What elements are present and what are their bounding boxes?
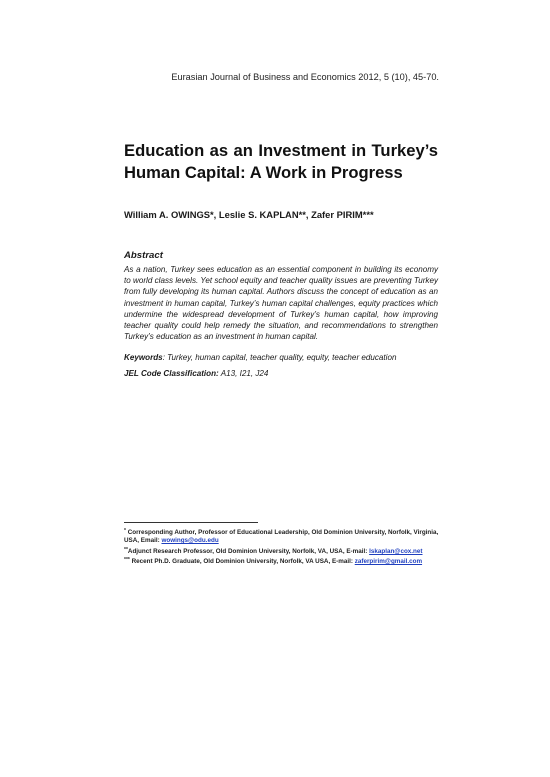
email-link[interactable]: lskaplan@cox.net — [369, 547, 423, 555]
email-link[interactable]: wowings@odu.edu — [161, 537, 219, 545]
keywords-text: : Turkey, human capital, teacher quality, equity, teacher education — [162, 353, 397, 362]
journal-citation: Eurasian Journal of Business and Economics 2012, 5 (10), 45-70. — [171, 72, 439, 82]
title-word: Turkey’s — [371, 141, 438, 160]
abstract-heading: Abstract — [124, 250, 163, 261]
jel-label: JEL Code Classification: — [124, 369, 219, 378]
keywords-label: Keywords — [124, 353, 163, 362]
title-word: in — [351, 141, 367, 160]
title-word: Education — [124, 141, 205, 160]
footnote-text: Recent Ph.D. Graduate, Old Dominion University, Norfolk, VA USA, E-mail: — [129, 558, 355, 566]
footnote-3 — [124, 556, 444, 566]
paper-title — [124, 140, 438, 184]
footnote-text: Corresponding Author, Professor of Educational Leadership, Old Dominion University, Norfolk, Virginia, USA, Email: — [124, 529, 439, 545]
footnote-mark: ** — [124, 546, 128, 553]
abstract-text: As a nation, Turkey sees education as an essential component in building its economy to world class levels. Yet school equity and teacher quality issues are preventing Turkey from fully developing its human capital. Authors discuss the concept of education as an investment in human capital, Turkey’s human capital challenges, equity practices which undermine the widespread development of Turkey’s human capital, how improving teacher quality could help remedy the situation, and recommendations to strengthen Turkey’s education as an investment in human capital. — [124, 265, 438, 342]
title-word: Investment — [258, 141, 346, 160]
footnote-2 — [124, 546, 444, 556]
title-word: as — [209, 141, 229, 160]
footnotes — [124, 527, 444, 567]
keywords — [124, 353, 444, 362]
footnote-divider — [124, 522, 258, 523]
author-list: William A. OWINGS*, Leslie S. KAPLAN**, Zafer PIRIM*** — [124, 209, 374, 220]
jel-text: A13, I21, J24 — [218, 369, 269, 378]
footnote-mark: *** — [124, 557, 130, 564]
title-line-2: Human Capital: A Work in Progress — [124, 163, 403, 182]
email-link[interactable]: zaferpirim@gmail.com — [354, 558, 423, 566]
title-line-1 — [124, 140, 438, 162]
footnote-text: Adjunct Research Professor, Old Dominion University, Norfolk, VA, USA, E-mail: — [127, 547, 370, 555]
footnote-1 — [124, 527, 444, 546]
title-word: an — [233, 141, 253, 160]
footnote-mark: * — [124, 528, 126, 534]
jel-classification — [124, 369, 268, 378]
